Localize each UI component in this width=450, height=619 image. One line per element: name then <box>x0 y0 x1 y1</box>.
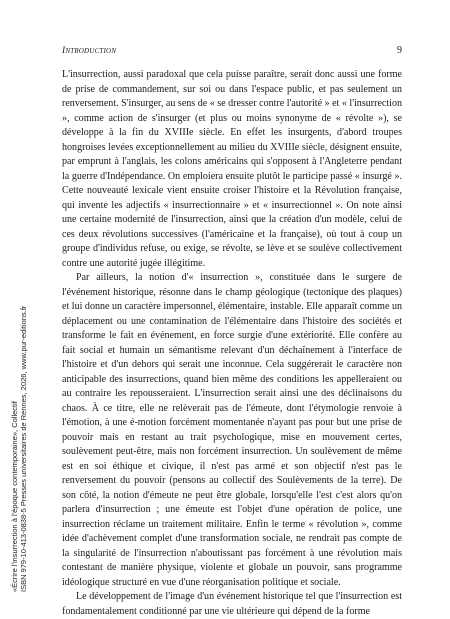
sidebar-isbn-text: ISBN 979-10-413-0838-5 Presses universitaires de Rennes, 2026, <box>19 371 28 592</box>
publisher-url-link[interactable]: www.pur-editions.fr <box>19 305 28 370</box>
sidebar-line-title: «Écrire l'insurrection à l'époque contemporaine», Collectif <box>10 401 19 592</box>
copyright-sidebar <box>10 305 28 592</box>
paragraph: L'insurrection, aussi paradoxal que cela puisse paraître, serait donc aussi une forme de prise de commandement, sur soi ou dans l'espace public, et pas seulement un renversement. S'insurger, au sens de « se dresser contre l'autorité » et « l'insurrection », comme action de s'insurger (et plus ou moins synonyme de « révolte »), se développe à la fin du XVIIIe siècle. En effet les insurgents, d'abord troupes hongroises levées exceptionnellement au milieu du XVIIIe siècle, désignent ensuite, par emprunt à l'anglais, les colons américains qui s'opposent à l'Angleterre pendant la guerre d'Indépendance. On emploiera ensuite plutôt le participe passé « insurgé ». Cette nouveauté lexicale vient ensuite croiser l'histoire et la Révolution française, qui invente les adjectifs « insurrectionnaire » et « insurrectionnel ». On note ainsi une certaine modernité de l'insurrection, ainsi que la création d'un modèle, celui de ces deux révolutions successives (l'américaine et la française), où tout à coup un groupe d'individus refuse, ou exige, se révolte, se lève et se soulève collectivement contre une autorité jugée illégitime. <box>62 69 402 269</box>
page-header <box>62 45 402 56</box>
paragraph: Le développement de l'image d'un événement historique tel que l'insurrection est fondamentalement conditionné par une vie ultérieure qui dépend de la forme <box>62 591 402 617</box>
running-head: Introduction <box>62 46 117 56</box>
sidebar-line-isbn <box>19 305 28 592</box>
paragraph: Par ailleurs, la notion d'« insurrection », constituée dans le surgere de l'événement historique, résonne dans le champ géologique (tectonique des plaques) et lui donne un caractère impersonnel, élémentaire, instable. Elle apparaît comme un déplacement ou une contamination de l'élémentaire dans l'histoire des sociétés et transforme le fait en événement, en force surgie d'une extériorité. Elle confère au fait social et humain un sémantisme relevant d'un déchaînement à l'interface de l'histoire et d'un dehors qui serait une inconnue. Cela suggérerait le caractère non anticipable des insurrections, quand bien même des conditions les appelleraient ou au contraire les repousseraient. L'insurrection serait ainsi une des déclinaisons du chaos. À ce titre, elle ne relèverait pas de l'émeute, dont l'étymologie renvoie à l'émotion, à une é-motion forcément momentanée n'ayant pas pour but une prise de pouvoir mais en restant au trait psychologique, mise en mouvement certes, soulèvement peut-être, mais non forcément insurrection. Un soulèvement de même est en soi éthique et civique, il n'est pas armé et son objectif n'est pas le renversement du pouvoir (pensons au collectif des Soulèvements de la terre). De son côté, la notion d'émeute ne peut être globale, lorsqu'elle l'est c'est alors qu'on parlera d'insurrection ; une émeute est l'objet d'une opération de police, une insurrection réclame un traitement militaire. Enfin le terme « révolution », comme idée d'achèvement complet d'une transformation sociale, ne rendrait pas compte de la singularité de l'insurrection n'aboutissant pas forcément à une révolution mais contestant de manière physique, violente et globale un pouvoir, sans programme idéologique structuré en vue d'une réorganisation politique et sociale. <box>62 272 402 588</box>
page-number: 9 <box>397 45 402 56</box>
body-text <box>62 68 402 619</box>
